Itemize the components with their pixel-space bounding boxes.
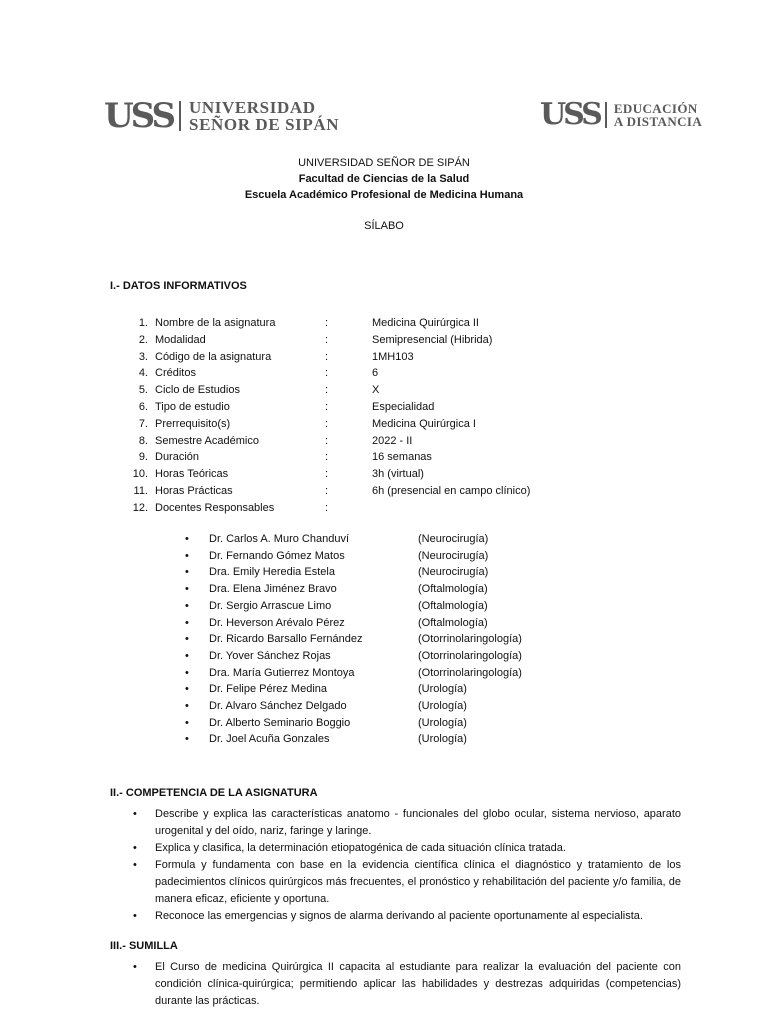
info-row	[110, 433, 670, 449]
row-value: 16 semanas	[372, 451, 432, 464]
docente-name: Dr. Joel Acuña Gonzales	[209, 733, 330, 746]
docente-specialty: (Urología)	[418, 733, 467, 746]
row-label: Duración	[155, 451, 200, 464]
row-colon: :	[325, 451, 329, 464]
row-number: 8.	[138, 434, 148, 447]
distance-education-logo	[540, 97, 702, 132]
docente-name: Dra. María Gutierrez Montoya	[209, 666, 355, 679]
bullet: •	[185, 533, 189, 545]
faculty-name: Facultad de Ciencias de la Salud	[298, 173, 470, 185]
bullet: •	[185, 733, 189, 746]
row-colon: :	[325, 468, 329, 481]
logo-divider	[605, 102, 607, 128]
row-number: 2.	[138, 333, 148, 346]
section-1-title: I.- DATOS INFORMATIVOS	[110, 280, 247, 292]
docente-specialty: (Neurocirugía)	[418, 533, 489, 545]
bullet: •	[185, 700, 189, 712]
docente-item	[185, 548, 585, 565]
row-value: 3h (virtual)	[372, 468, 424, 481]
row-number: 6.	[138, 401, 148, 413]
row-colon: :	[325, 417, 329, 430]
docente-name: Dr. Alberto Seminario Boggio	[209, 716, 351, 729]
bullet: •	[185, 633, 189, 646]
summary-item: El Curso de medicina Quirúrgica II capacita al estudiante para realizar la evaluación del paciente con condición clínica-quirúrgica; permitiendo aplicar las habilidades y destrezas adquiridas (competencias) durante las prácticas.	[155, 961, 681, 1007]
docente-item	[185, 564, 585, 581]
row-value: Medicina Quirúrgica II	[372, 317, 479, 329]
row-value: 2022 - II	[372, 434, 413, 447]
docente-name: Dr. Fernando Gómez Matos	[209, 549, 345, 562]
bullet: •	[185, 649, 189, 662]
logo-divider	[179, 101, 181, 131]
docente-specialty: (Urología)	[418, 683, 467, 696]
info-row	[110, 315, 670, 331]
info-row	[110, 416, 670, 432]
docente-specialty: (Oftalmología)	[418, 583, 488, 596]
docente-item	[185, 598, 585, 615]
row-label: Nombre de la asignatura	[155, 317, 276, 329]
info-row	[110, 466, 670, 482]
row-label: Horas Teóricas	[155, 468, 229, 481]
logo-line-1: EDUCACIÓN	[613, 100, 698, 116]
logo-wordmark	[614, 102, 702, 128]
bullet: •	[185, 716, 189, 729]
docente-specialty: (Otorrinolaringología)	[418, 666, 522, 679]
logo-line-2: SEÑOR DE SIPÁN	[189, 115, 340, 134]
info-row	[110, 332, 670, 348]
info-row	[110, 382, 670, 398]
docente-specialty: (Oftalmología)	[418, 599, 488, 612]
docente-item	[185, 531, 585, 548]
document-type: SÍLABO	[364, 220, 404, 232]
row-colon: :	[325, 333, 329, 346]
docente-name: Dra. Elena Jiménez Bravo	[209, 583, 337, 596]
docente-item	[185, 731, 585, 748]
logo-line-1: UNIVERSIDAD	[189, 98, 316, 117]
docente-name: Dra. Emily Heredia Estela	[209, 566, 335, 579]
logo-wordmark	[189, 99, 339, 133]
docente-item	[185, 715, 585, 732]
university-logo	[104, 96, 339, 136]
bullet: •	[133, 808, 137, 820]
bullet: •	[133, 910, 137, 922]
bullet: •	[185, 549, 189, 562]
section-3-title: III.- SUMILLA	[110, 940, 178, 952]
row-label: Prerrequisito(s)	[155, 417, 231, 430]
docente-item	[185, 681, 585, 698]
row-colon: :	[325, 485, 329, 497]
row-colon: :	[325, 350, 329, 363]
logo-line-2: A DISTANCIA	[613, 113, 703, 129]
bullet: •	[185, 566, 189, 579]
row-number: 5.	[138, 384, 148, 397]
docente-item	[185, 631, 585, 648]
row-colon: :	[325, 401, 329, 413]
row-number: 11.	[133, 485, 148, 497]
university-name: UNIVERSIDAD SEÑOR DE SIPÁN	[298, 157, 470, 169]
row-number: 1.	[138, 317, 148, 329]
row-value: 6	[372, 367, 379, 380]
docente-item	[185, 648, 585, 665]
bullet: •	[185, 583, 189, 596]
logo-mark: USS	[540, 97, 600, 132]
docente-name: Dr. Heverson Arévalo Pérez	[209, 616, 345, 629]
row-number: 3.	[138, 350, 148, 363]
row-label: Semestre Académico	[155, 434, 259, 447]
row-colon: :	[325, 317, 329, 329]
docente-specialty: (Neurocirugía)	[418, 549, 489, 562]
row-label: Horas Prácticas	[155, 485, 233, 497]
row-colon: :	[325, 501, 329, 514]
row-value: 1MH103	[372, 350, 414, 363]
row-colon: :	[325, 367, 329, 380]
docente-specialty: (Otorrinolaringología)	[418, 633, 522, 646]
competency-item: Reconoce las emergencias y signos de alarma derivando al paciente oportunamente al especialista.	[155, 910, 643, 922]
row-label: Código de la asignatura	[155, 350, 272, 363]
info-row	[110, 365, 670, 381]
row-number: 4.	[138, 367, 148, 380]
docente-name: Dr. Alvaro Sánchez Delgado	[209, 700, 347, 712]
docente-item	[185, 581, 585, 598]
row-colon: :	[325, 434, 329, 447]
docente-item	[185, 698, 585, 715]
school-name: Escuela Académico Profesional de Medicina Humana	[244, 189, 524, 201]
competency-item: Formula y fundamenta con base en la evidencia científica clínica el diagnóstico y tratamiento de los padecimientos clínicos quirúrgicos más frecuentes, el pronóstico y rehabilitación del paciente y/o familia, de manera eficaz, eficiente y oportuna.	[155, 859, 681, 905]
docente-name: Dr. Ricardo Barsallo Fernández	[209, 633, 363, 646]
row-value: X	[372, 384, 380, 397]
docente-item	[185, 665, 585, 682]
section-2-title: II.- COMPETENCIA DE LA ASIGNATURA	[110, 787, 318, 799]
row-value: Medicina Quirúrgica I	[372, 417, 476, 430]
docente-specialty: (Urología)	[418, 700, 467, 712]
info-row	[110, 483, 670, 499]
row-label: Docentes Responsables	[155, 501, 275, 514]
docente-specialty: (Oftalmología)	[418, 616, 488, 629]
info-row	[110, 349, 670, 365]
row-number: 10.	[132, 468, 148, 481]
info-row	[110, 500, 670, 516]
row-number: 7.	[138, 417, 148, 430]
competency-item: Describe y explica las características anatomo - funcionales del globo ocular, sistema nervioso, aparato urogenital y del oído, nariz, faringe y laringe.	[155, 808, 681, 837]
row-number: 9.	[138, 451, 148, 464]
bullet: •	[185, 683, 189, 696]
row-number: 12.	[132, 501, 148, 514]
docente-name: Dr. Sergio Arrascue Limo	[209, 599, 332, 612]
docente-specialty: (Neurocirugía)	[418, 566, 489, 579]
info-row	[110, 399, 670, 415]
row-label: Créditos	[155, 367, 196, 380]
bullet: •	[185, 666, 189, 679]
row-label: Ciclo de Estudios	[155, 384, 240, 397]
bullet: •	[133, 859, 137, 871]
row-value: Especialidad	[372, 401, 435, 413]
docente-specialty: (Otorrinolaringología)	[418, 649, 522, 662]
docente-name: Dr. Felipe Pérez Medina	[209, 683, 327, 696]
logo-mark: USS	[104, 96, 174, 136]
row-label: Modalidad	[155, 333, 206, 346]
bullet: •	[133, 842, 137, 854]
docente-name: Dr. Carlos A. Muro Chanduví	[209, 533, 350, 545]
info-row	[110, 449, 670, 465]
docente-item	[185, 615, 585, 632]
bullet: •	[185, 616, 189, 629]
competency-item: Explica y clasifica, la determinación etiopatogénica de cada situación clínica tratada.	[155, 842, 566, 854]
row-value: Semipresencial (Hibrida)	[372, 333, 493, 346]
row-value: 6h (presencial en campo clínico)	[372, 485, 531, 497]
row-label: Tipo de estudio	[155, 401, 230, 413]
bullet: •	[185, 599, 189, 612]
docente-specialty: (Urología)	[418, 716, 467, 729]
bullet: •	[133, 961, 137, 973]
docente-name: Dr. Yover Sánchez Rojas	[209, 649, 331, 662]
row-colon: :	[325, 384, 329, 397]
